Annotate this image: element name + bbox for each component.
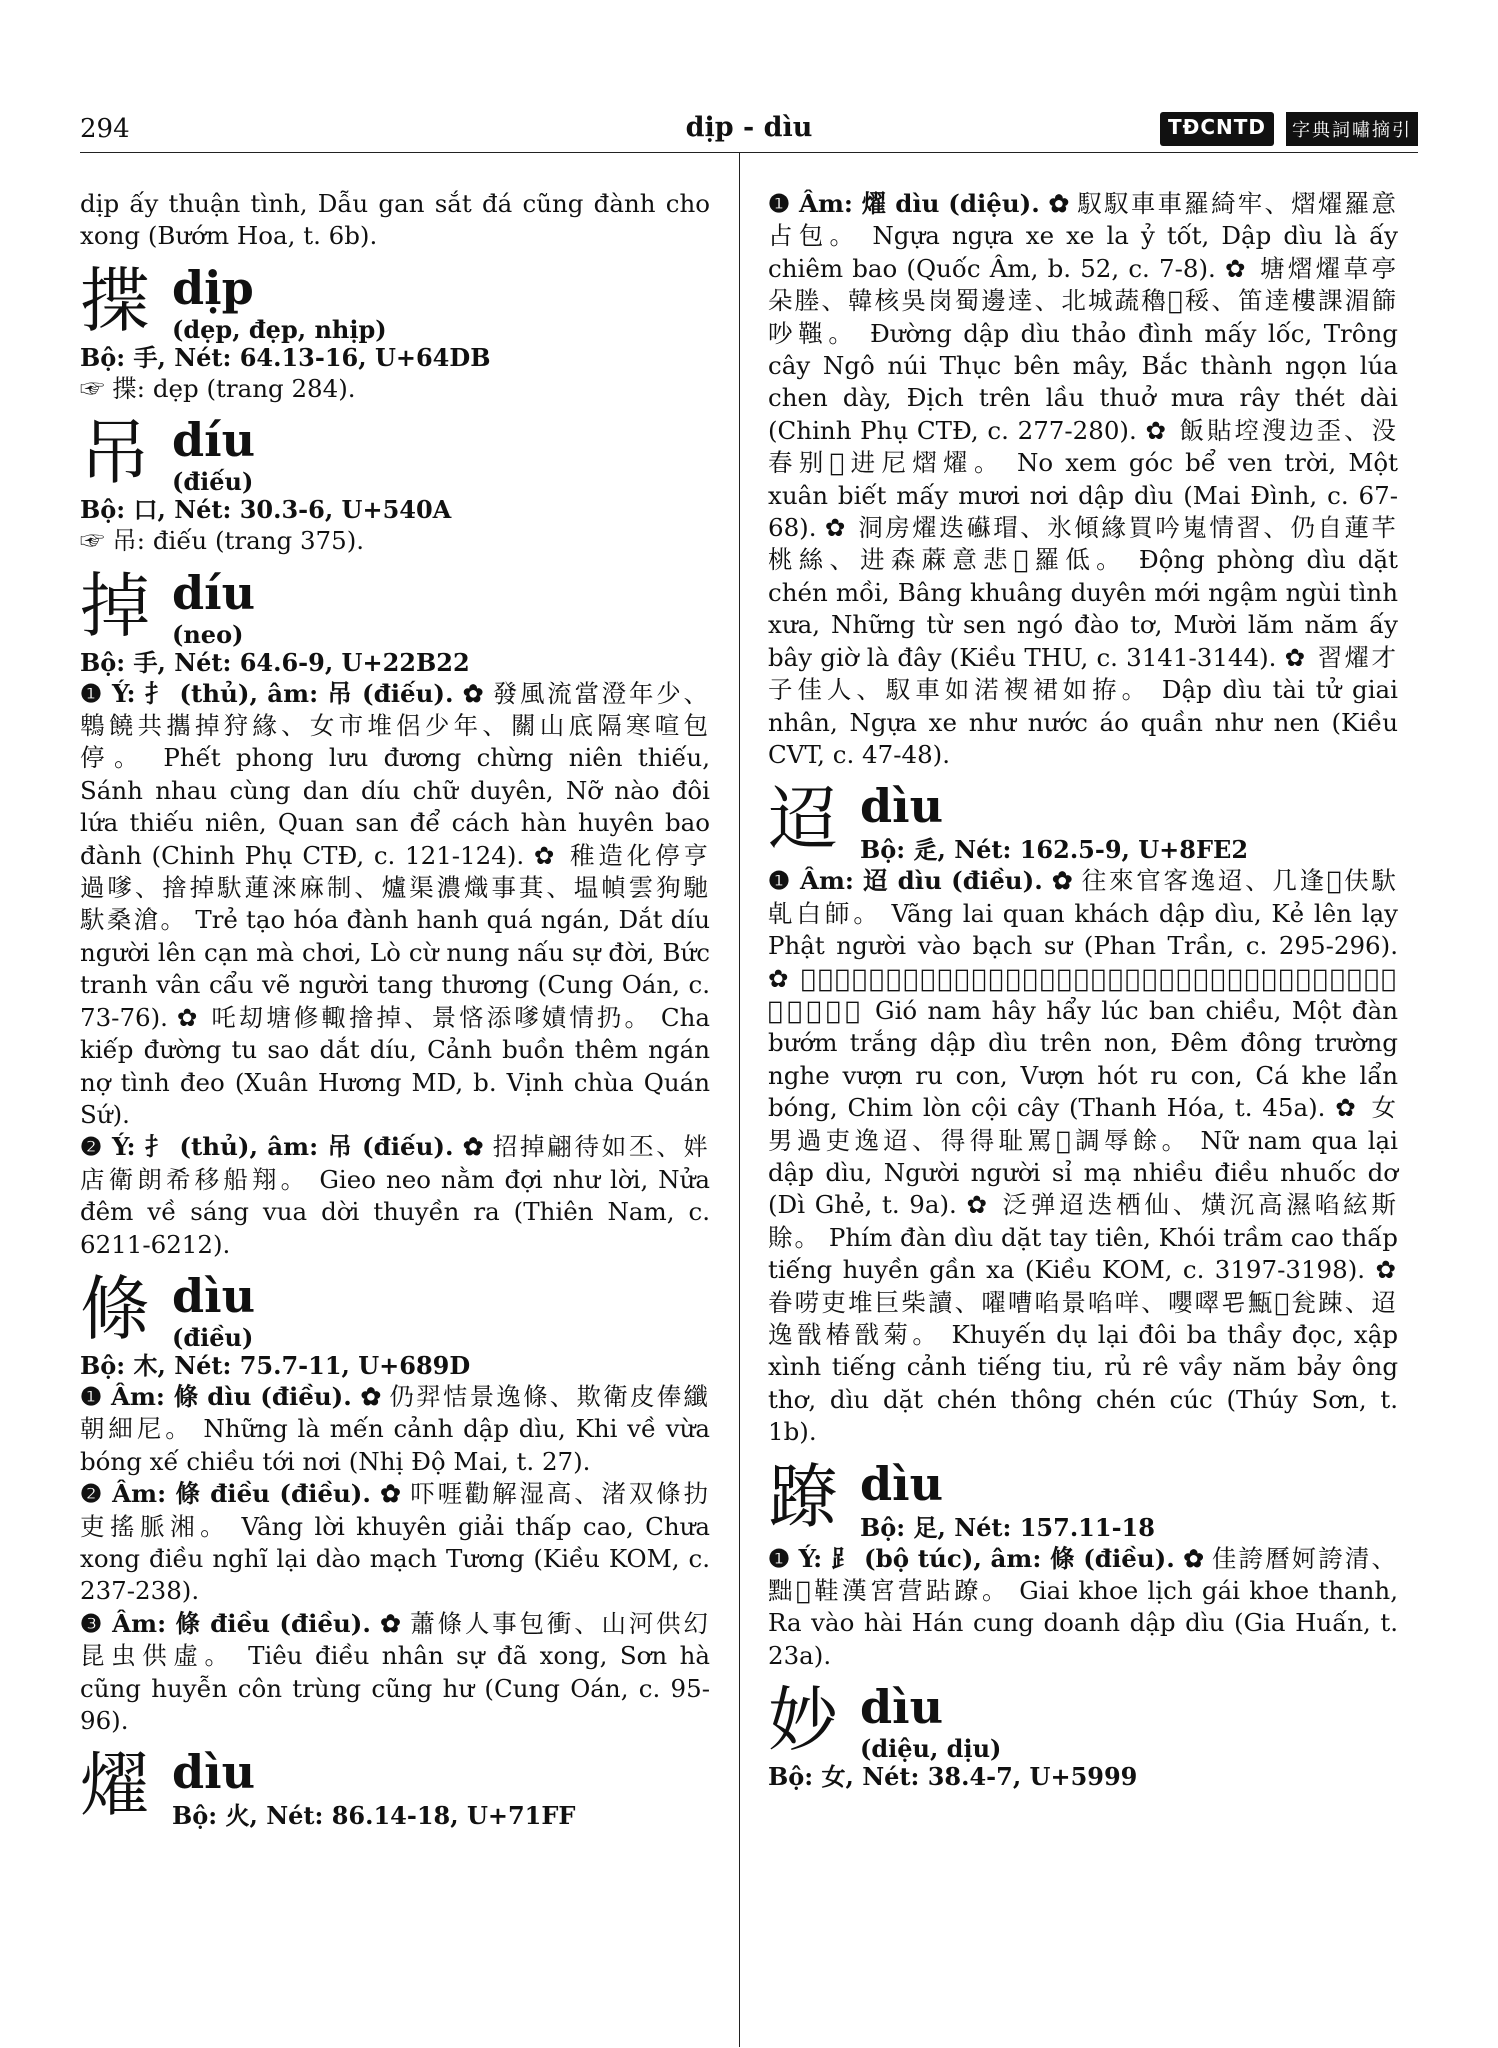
translation: Vãng lai quan khách dập dìu, Kẻ lên lạy Phật người vào bạch sư (Phan Trần, c. 295-296). (768, 898, 1398, 961)
cross-reference: ☞ 吊: điếu (trang 375). (80, 526, 365, 556)
translation: Cha kiếp đường tu sao dắt díu, Cảnh buồn thêm ngán nợ tình đeo (Xuân Hương MD, b. Vịnh chùa Quán Sứ). (80, 1002, 710, 1129)
han-quote: ✿ 習燿才子佳人、馭車如渃褉裙如拵。 (768, 642, 1398, 705)
page-header (80, 110, 1418, 150)
translation: Ngựa ngựa xe xe la ỷ tốt, Dập dìu là ấy chiêm bao (Quốc Âm, b. 52, c. 7-8). (768, 221, 1398, 283)
logo-tdcntd: TĐCNTD (1160, 112, 1274, 146)
radical-info: Bộ: 辵, Nét: 162.5-9, U+8FE2 (860, 835, 1249, 865)
han-quote: 佳誇曆妸誇清、黜𠓨鞋漢宮营跕蹽。 (768, 1543, 1398, 1606)
left-column (80, 188, 710, 1831)
translation: Đường dập dìu thảo đình mấy lốc, Trông cây Ngô núi Thục bên mây, Bắc thành ngọn lúa chen dày, Địch trên lầu thuở mưa rây thét dài (Chinh Phụ CTĐ, c. 277-280). (768, 318, 1398, 445)
sense-1 (768, 865, 1398, 1448)
radical-info: Bộ: 火, Nét: 86.14-18, U+71FF (172, 1801, 576, 1831)
translation: Động phòng dìu dặt chén mồi, Bâng khuâng duyên mới ngậm ngùi tình xưa, Những từ sen ngó đào tơ, Mười lăm năm ấy bây giờ là đây (Kiều THU, c. 3141-3144). (768, 545, 1398, 672)
sense-2 (80, 1478, 710, 1608)
han-quote: ✿ 稚造化停亨過嗲、摿掉馱蓮淶麻制、爐渠濃熾事萁、塭幀雲狗馳馱桑滄。 (80, 840, 710, 935)
entry-diu-2 (80, 564, 710, 648)
han-quote: 發風流當澄年少、鵯饒共攜掉狩緣、女市堆侶少年、關山底隔寒喧包停。 (80, 678, 711, 773)
headword: dìu (860, 1680, 944, 1735)
sense-head: ❶ Ý: ⻊ (bộ túc), âm: 條 (điều). ✿ (768, 1543, 1205, 1573)
headword: dìu (860, 1456, 944, 1511)
page-number: 294 (80, 114, 130, 144)
radical-info: Bộ: 手, Nét: 64.13-16, U+64DB (80, 342, 491, 372)
han-quote: 招掉翩待如丕、姅店衛朗希移船翔。 (80, 1132, 711, 1194)
header-rule (80, 152, 1418, 153)
sense-1 (80, 1381, 710, 1478)
running-title: dịp - dìu (685, 112, 813, 143)
translation: Trẻ tạo hóa đành hanh quá ngán, Dắt díu người lên cạn mà chơi, Lò cừ nung nấu sự đời, Bức tranh vân cẩu vẽ người tang thương (Cung Oán, c. 73-76). (80, 905, 710, 1032)
headword-han: 揲 (80, 259, 150, 342)
right-column (768, 188, 1398, 1792)
continued-text: dịp ấy thuận tình, Dẫu gan sắt đá cũng đành cho xong (Bướm Hoa, t. 6b). (80, 189, 710, 251)
entry-diu-1 (80, 411, 710, 495)
radical-info: Bộ: 口, Nét: 30.3-6, U+540A (80, 495, 452, 525)
cross-reference: ☞ 揲: dẹp (trang 284). (80, 373, 356, 403)
entry-diu-4 (80, 1743, 710, 1831)
han-quote: ✿ 𤞻南喜喜盺班朝、没弹蚌𣈜逸迢連嫩、𤈞冬長暄猿呥𦽻、猿吻呥𦽻、亇溪吝膝、鴗𠶀檜核。 (768, 963, 1398, 1025)
entry-diu-6 (768, 1455, 1398, 1543)
entry-diu-5 (768, 777, 1398, 865)
alt-readings: (điếu) (172, 467, 254, 497)
han-quote: ✿ 吒刧塘修輙摿掉、景悋添嗲嫧情扔。 (176, 1002, 653, 1032)
headword-han: 條 (80, 1267, 150, 1350)
headword-han: 燿 (80, 1744, 150, 1827)
headword-han: 迢 (768, 778, 838, 861)
han-quote: ✿ 女男過吏逸迢、得得耻罵𢽼調辱餘。 (768, 1093, 1398, 1155)
radical-info: Bộ: 女, Nét: 38.4-7, U+5999 (768, 1762, 1138, 1792)
han-quote: 仍羿恄景逸條、欺衛皮俸纖朝細尼。 (80, 1381, 711, 1444)
sense-head: ❶ Âm: 迢 dìu (điều). ✿ (768, 866, 1074, 896)
han-quote: 往來官客逸迢、几逢𢫝伕馱𠃵白師。 (768, 866, 1399, 928)
sense-head: ❶ Âm: 燿 dìu (diệu). ✿ (768, 189, 1070, 218)
headword-han: 吊 (80, 412, 150, 495)
alt-readings: (diệu, dịu) (860, 1734, 1002, 1764)
translation: Tiêu điều nhân sự đã xong, Sơn hà cũng huyễn côn trùng cũng hư (Cung Oán, c. 95-96). (80, 1641, 711, 1735)
sense-head: ❸ Âm: 條 điều (điều). ✿ (80, 1608, 402, 1638)
entry-dip (80, 259, 710, 343)
translation: Những là mến cảnh dập dìu, Khi về vừa bóng xế chiều tới nơi (Nhị Độ Mai, t. 27). (80, 1414, 711, 1476)
alt-readings: (neo) (172, 619, 244, 649)
sense-1 (80, 678, 710, 1132)
translation: Phím đàn dìu dặt tay tiên, Khói trầm cao thấp tiếng huyền gần xa (Kiều KOM, c. 3197-3198). (768, 1222, 1398, 1285)
han-quote: ✿ 泛弹迢迭栖仙、熿沉高濕啗絃斯賖。 (768, 1190, 1398, 1252)
column-divider (739, 152, 740, 2047)
headword: dìu (172, 1745, 256, 1800)
sense-1 (768, 1543, 1398, 1673)
han-quote: ✿ 眷唠吏堆巨柴讀、嚁嘈啗景啗咩、嚶噿𦉱甒𦟸瓮踈、迢逸戩椿戩菊。 (768, 1255, 1398, 1349)
translation: Vâng lời khuyên giải thấp cao, Chưa xong điều nghĩ lại dào mạch Tương (Kiều KOM, c. 237-238). (80, 1511, 711, 1606)
headword: díu (172, 413, 256, 468)
sense-head: ❶ Âm: 條 dìu (điều). ✿ (80, 1381, 382, 1411)
han-quote: ✿ 洞房燿迭𥗹瑁、氷傾緣買吟嵬情習、仍自蓮芊桃絲、进森蔴意悲𠱋羅低。 (768, 513, 1398, 575)
radical-info: Bộ: 木, Nét: 75.7-11, U+689D (80, 1350, 471, 1380)
translation: Khuyến dụ lại đôi ba thầy đọc, xập xình tiếng cảnh tiếng tiu, rủ rê vầy năm bảy ông thơ, dìu dặt chén thông chén cúc (Thúy Sơn, t. 1b). (768, 1320, 1399, 1447)
headword-han: 掉 (80, 564, 150, 647)
radical-info: Bộ: 手, Nét: 64.6-9, U+22B22 (80, 647, 470, 677)
headword: dìu (860, 779, 944, 834)
entry-diu-3 (80, 1267, 710, 1351)
han-quote: 馭馭車車羅綺牢、熠燿羅意占包。 (768, 189, 1399, 251)
headword-han: 蹽 (768, 1455, 838, 1538)
headword: dịp (172, 260, 254, 315)
sense-head: ❷ Ý: 扌 (thủ), âm: 吊 (điếu). ✿ (80, 1132, 485, 1162)
sense-3 (80, 1608, 710, 1738)
headword: dìu (172, 1268, 256, 1323)
han-quote: ✿ 飯貼埪溲边歪、没春别𠃣进尼熠燿。 (768, 415, 1398, 478)
alt-readings: (điều) (172, 1322, 254, 1352)
logo-han: 字典詞嘯摘引 (1286, 112, 1418, 146)
translation: Gieo neo nằm đợi như lời, Nửa đêm về sáng vua dời thuyền ra (Thiên Nam, c. 6211-6212). (80, 1164, 711, 1259)
sense-2 (80, 1131, 710, 1261)
translation: Dập dìu tài tử giai nhân, Ngựa xe như nước áo quần như nen (Kiều CVT, c. 47-48). (768, 675, 1398, 769)
han-quote: 吓啀勸解湿高、渚双條扐吏搖脈湘。 (80, 1479, 711, 1541)
translation: Gió nam hây hẩy lúc ban chiều, Một đàn bướm trắng dập dìu trên non, Đêm đông trường nghe vượn ru con, Vượn hót ru con, Cá khe lẩn bóng, Chim lòn cội cây (Thanh Hóa, t. 45a). (768, 995, 1398, 1123)
sense-1 (768, 188, 1398, 771)
sense-head: ❶ Ý: 扌 (thủ), âm: 吊 (điếu). ✿ (80, 678, 485, 708)
translation: Phết phong lưu đương chừng niên thiếu, Sánh nhau cùng dan díu chữ duyên, Nỡ nào đôi lứa thiếu niên, Quan san để cách hàn huyên bao đành (Chinh Phụ CTĐ, c. 121-124). (80, 743, 711, 870)
translation: Giai khoe lịch gái khoe thanh, Ra vào hài Hán cung doanh dập dìu (Gia Huấn, t. 23a). (768, 1576, 1398, 1670)
radical-info: Bộ: 足, Nét: 157.11-18 (860, 1512, 1155, 1542)
alt-readings: (dẹp, đẹp, nhịp) (172, 314, 387, 344)
translation: Nữ nam qua lại dập dìu, Người người sỉ mạ nhiều điều nhuốc dơ (Dì Ghẻ, t. 9a). (768, 1125, 1399, 1220)
translation: No xem góc bể ven trời, Một xuân biết mấy mươi nơi dập dìu (Mai Đình, c. 67-68). (768, 448, 1399, 543)
entry-diu-7 (768, 1678, 1398, 1762)
headword-han: 妙 (768, 1679, 838, 1762)
header-logos (1160, 112, 1418, 146)
han-quote: ✿ 塘熠燿草亭朵塍、韓核吳岗蜀邊逹、北城蔬穭𤭸䅑、笛逹樓課湄篩吵䩶。 (768, 253, 1398, 348)
han-quote: 蕭條人事包衝、山河供幻昆虫供虛。 (80, 1608, 711, 1671)
headword: díu (172, 565, 256, 620)
sense-head: ❷ Âm: 條 điều (điều). ✿ (80, 1479, 402, 1509)
